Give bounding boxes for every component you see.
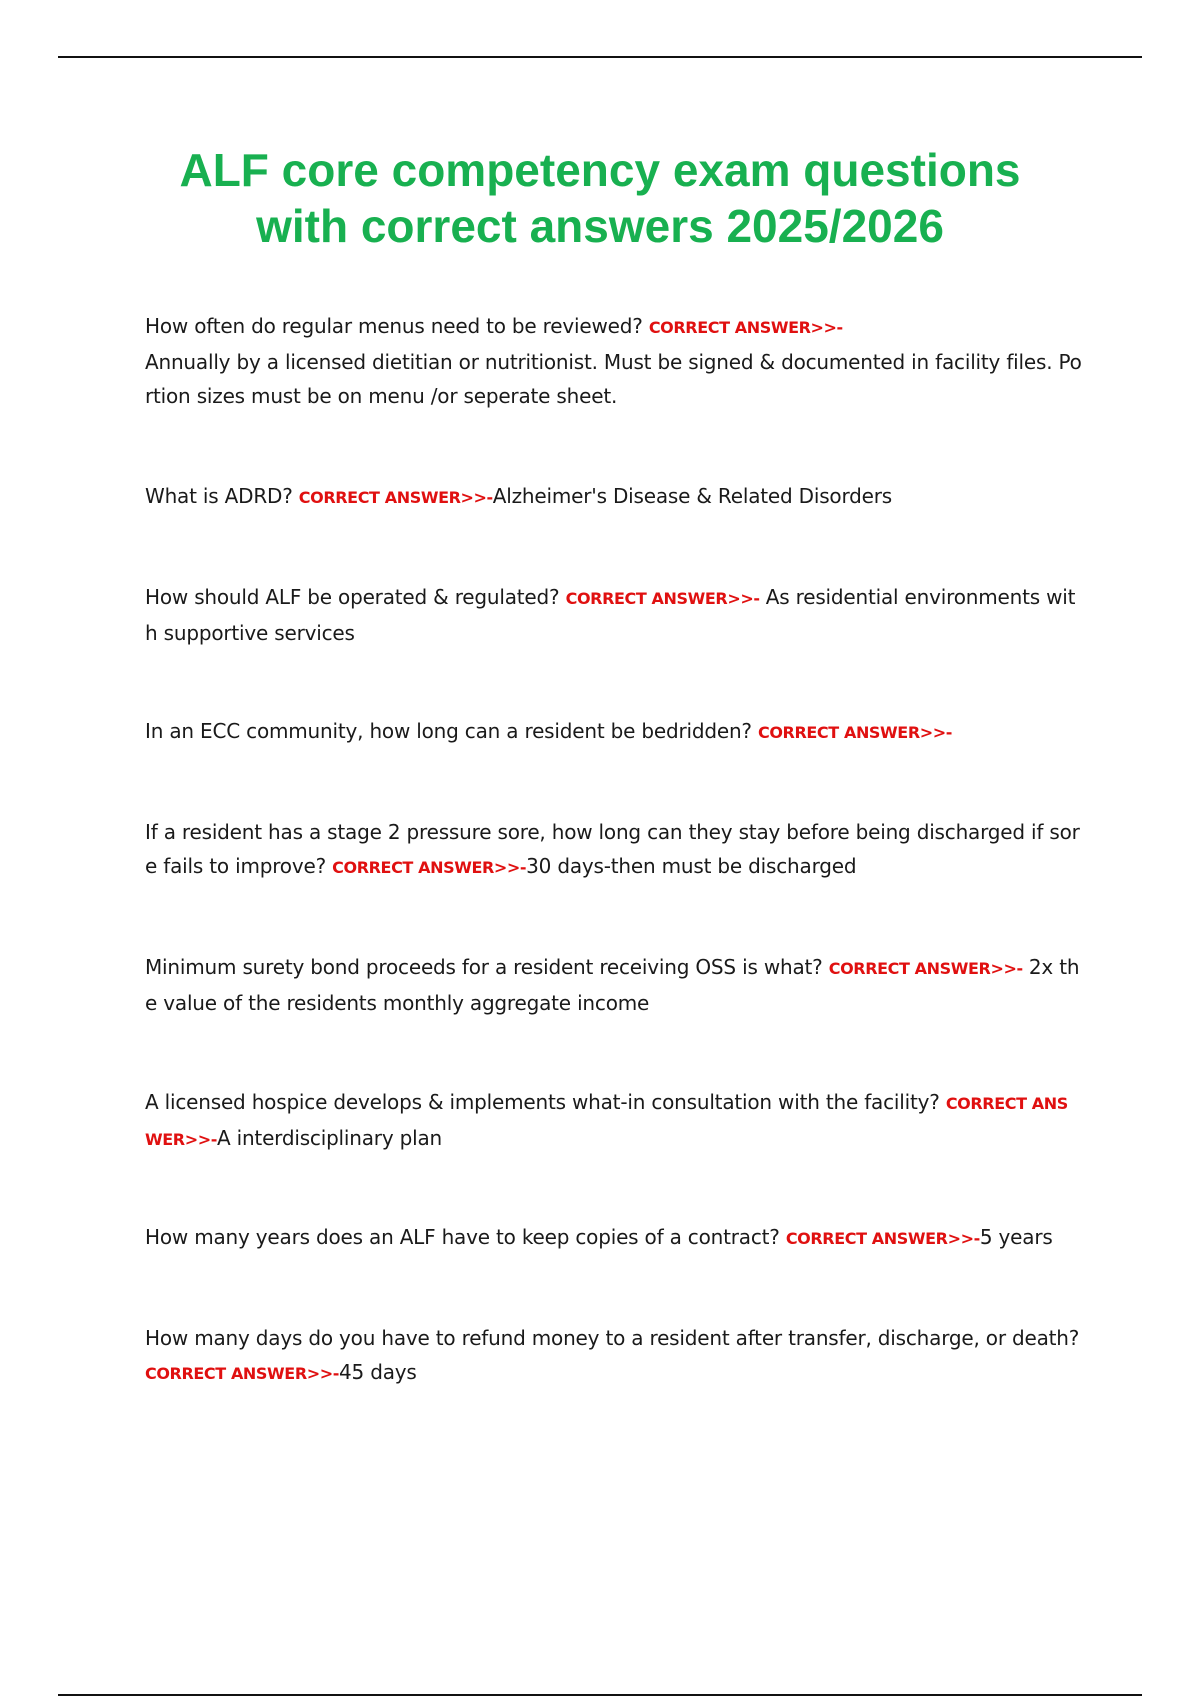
answer-text: As residential environments with supportive services — [145, 585, 1076, 645]
question-text: A licensed hospice develops & implements what-in consultation with the facility? — [145, 1090, 946, 1114]
document-title — [60, 142, 1140, 254]
question-text: If a resident has a stage 2 pressure sore, how long can they stay before being discharged if sore fails to improve? — [145, 820, 1080, 878]
bottom-divider — [58, 1694, 1142, 1696]
qa-item-2 — [145, 479, 1085, 515]
question-text: How should ALF be operated & regulated? — [145, 585, 566, 609]
answer-text: 45 days — [339, 1360, 417, 1384]
correct-answer-tag: CORRECT ANSWER>>- — [828, 959, 1023, 978]
question-text: How often do regular menus need to be reviewed? — [145, 314, 649, 338]
answer-text: Annually by a licensed dietitian or nutritionist. Must be signed & documented in facility files. Portion sizes must be on menu /or seperate sheet. — [145, 350, 1082, 408]
answer-text: A interdisciplinary plan — [216, 1126, 443, 1150]
qa-item-3 — [145, 580, 1085, 650]
correct-answer-tag: CORRECT ANSWER>>- — [785, 1229, 980, 1248]
question-text: Minimum surety bond proceeds for a resident receiving OSS is what? — [145, 955, 829, 979]
correct-answer-tag: CORRECT ANSWER>>- — [145, 1364, 339, 1383]
top-divider — [58, 56, 1142, 58]
question-text: What is ADRD? — [145, 484, 299, 508]
question-text: How many days do you have to refund money to a resident after transfer, discharge, or death? — [145, 1326, 1080, 1350]
qa-item-6 — [145, 950, 1085, 1020]
qa-item-9 — [145, 1321, 1085, 1391]
qa-item-1 — [145, 309, 1085, 413]
qa-item-8 — [145, 1220, 1085, 1256]
title-line-1: ALF core competency exam questions — [179, 144, 1021, 196]
title-line-2: with correct answers 2025/2026 — [256, 200, 944, 252]
qa-item-5 — [145, 815, 1085, 885]
correct-answer-tag: CORRECT ANSWER>>- — [565, 589, 760, 608]
answer-text: 2x the value of the residents monthly aggregate income — [145, 955, 1080, 1015]
correct-answer-tag: CORRECT ANSWER>>- — [758, 723, 953, 742]
qa-item-4 — [145, 714, 1085, 750]
answer-text: 30 days-then must be discharged — [526, 854, 857, 878]
correct-answer-tag: CORRECT ANSWER>>- — [145, 1094, 1068, 1149]
question-text: How many years does an ALF have to keep copies of a contract? — [145, 1225, 786, 1249]
correct-answer-tag: CORRECT ANSWER>>- — [648, 318, 843, 337]
correct-answer-tag: CORRECT ANSWER>>- — [332, 858, 527, 877]
question-text: In an ECC community, how long can a resident be bedridden? — [145, 719, 759, 743]
qa-item-7 — [145, 1085, 1085, 1157]
answer-text: 5 years — [979, 1225, 1053, 1249]
correct-answer-tag: CORRECT ANSWER>>- — [298, 488, 493, 507]
answer-text: Alzheimer's Disease & Related Disorders — [492, 484, 892, 508]
